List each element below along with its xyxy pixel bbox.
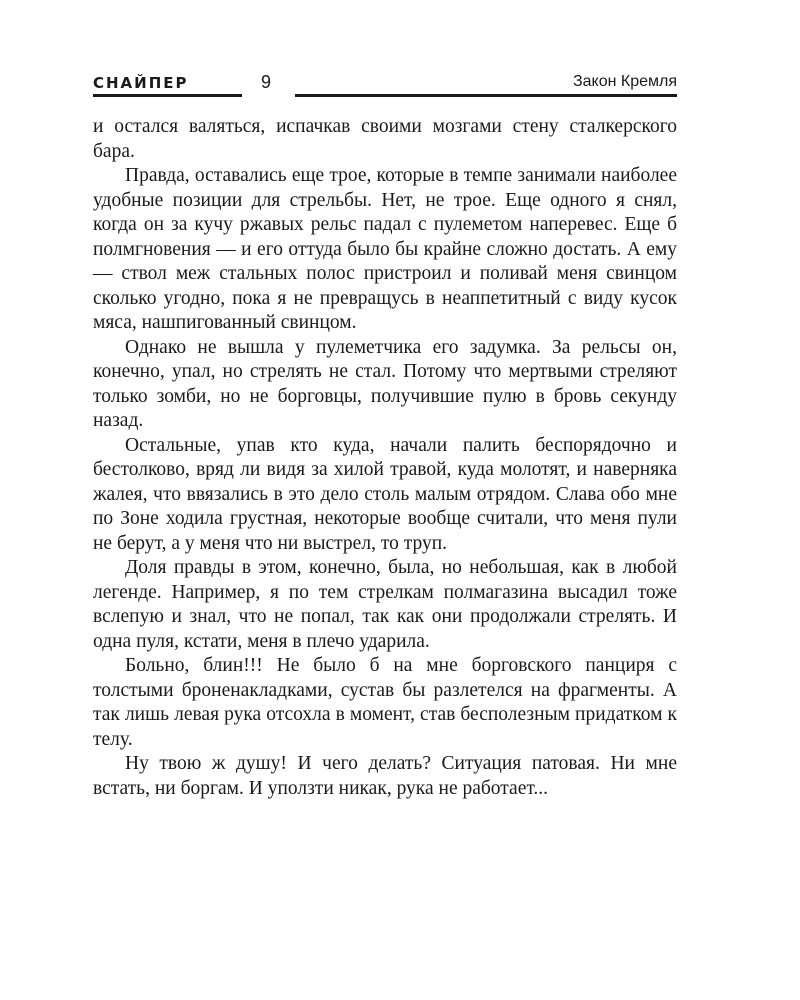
paragraph: Больно, блин!!! Не было б на мне борговского панциря с толстыми броненакладками, сустав бы разлетелся на фрагменты. А так лишь левая рука отсохла в момент, став бесполезным придатком к телу. <box>93 655 677 750</box>
paragraph: и остался валяться, испачкав своими мозгами стену сталкерского бара. <box>93 116 677 162</box>
running-header <box>93 72 677 98</box>
page-number: 9 <box>261 72 272 92</box>
series-name: СНАЙПЕР <box>93 74 189 92</box>
paragraph: Правда, оставались еще трое, которые в темпе занимали наиболее удобные позиции для стрельбы. Нет, не трое. Еще одного я снял, когда он за кучу ржавых рельс падал с пулеметом наперевес. Еще б полмгновения — и его оттуда было бы крайне сложно достать. А ему — ствол меж стальных полос пристроил и поливай меня свинцом сколько угодно, пока я не превращусь в неаппетитный с виду кусок мяса, нашпигованный свинцом. <box>93 165 677 333</box>
paragraph: Ну твою ж душу! И чего делать? Ситуация патовая. Ни мне встать, ни боргам. И уползти никак, рука не работает... <box>93 753 677 799</box>
header-rule-right <box>295 94 677 97</box>
paragraph: Доля правды в этом, конечно, была, но небольшая, как в любой легенде. Например, я по тем стрелкам полмагазина высадил тоже вслепую и знал, что не попал, так как они продолжали стрелять. И одна пуля, кстати, меня в плечо ударила. <box>93 557 677 652</box>
body-text <box>93 115 677 801</box>
paragraph: Остальные, упав кто куда, начали палить беспорядочно и бестолково, вряд ли видя за хилой травой, куда молотят, и наверняка жалея, что ввязались в это дело столь малым отрядом. Слава обо мне по Зоне ходила грустная, некоторые вообще считали, что меня пули не берут, а у меня что ни выстрел, то труп. <box>93 434 677 554</box>
book-title: Закон Кремля <box>572 73 677 90</box>
header-rule-left <box>93 94 242 97</box>
paragraph: Однако не вышла у пулеметчика его задумка. За рельсы он, конечно, упал, но стрелять не стал. Потому что мертвыми стреляют только зомби, но не борговцы, получившие пулю в бровь секунду назад. <box>93 336 677 431</box>
